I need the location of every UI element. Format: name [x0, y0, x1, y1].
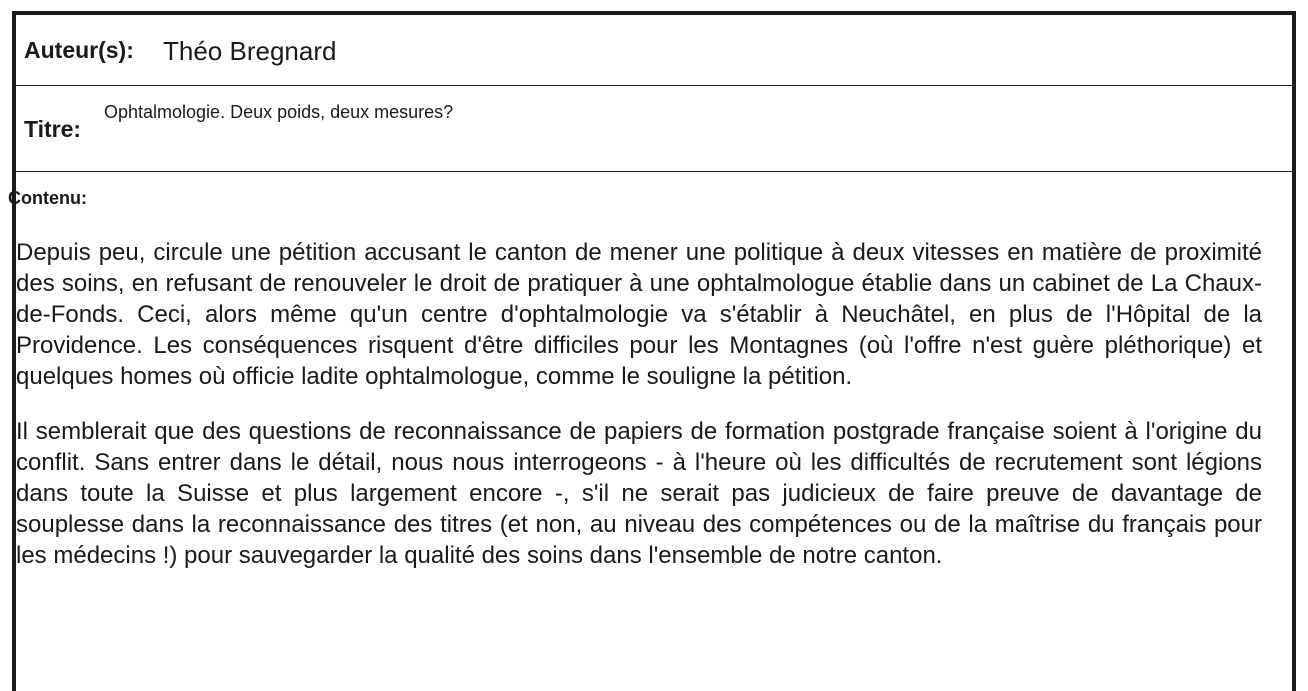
- author-row: [16, 15, 1292, 86]
- content-body: [16, 237, 1262, 595]
- author-value: Théo Bregnard: [163, 36, 337, 66]
- author-label: Auteur(s):: [24, 37, 134, 63]
- content-paragraph: Il semblerait que des questions de reconnaissance de papiers de formation postgrade française soient à l'origine du conflit. Sans entrer dans le détail, nous nous interrogeons - à l'heure où les difficultés de recrutement sont légions dans toute la Suisse et plus largement encore -, s'il ne serait pas judicieux de faire preuve de davantage de souplesse dans la reconnaissance des titres (et non, au niveau des compétences ou de la maîtrise du français pour les médecins !) pour sauvegarder la qualité des soins dans l'ensemble de notre canton.: [16, 418, 1262, 569]
- title-value: Ophtalmologie. Deux poids, deux mesures?: [104, 102, 454, 122]
- title-label: Titre:: [24, 116, 82, 142]
- content-label: Contenu:: [8, 188, 87, 208]
- title-row: [16, 86, 1292, 172]
- content-paragraph: Depuis peu, circule une pétition accusant le canton de mener une politique à deux vitesses en matière de proximité des soins, en refusant de renouveler le droit de pratiquer à une ophtalmologue établie dans un cabinet de La Chaux-de-Fonds. Ceci, alors même qu'un centre d'ophtalmologie va s'établir à Neuchâtel, en plus de l'Hôpital de la Providence. Les conséquences risquent d'être difficiles pour les Montagnes (où l'offre n'est guère pléthorique) et quelques homes où officie ladite ophtalmologue, comme le souligne la pétition.: [16, 239, 1262, 390]
